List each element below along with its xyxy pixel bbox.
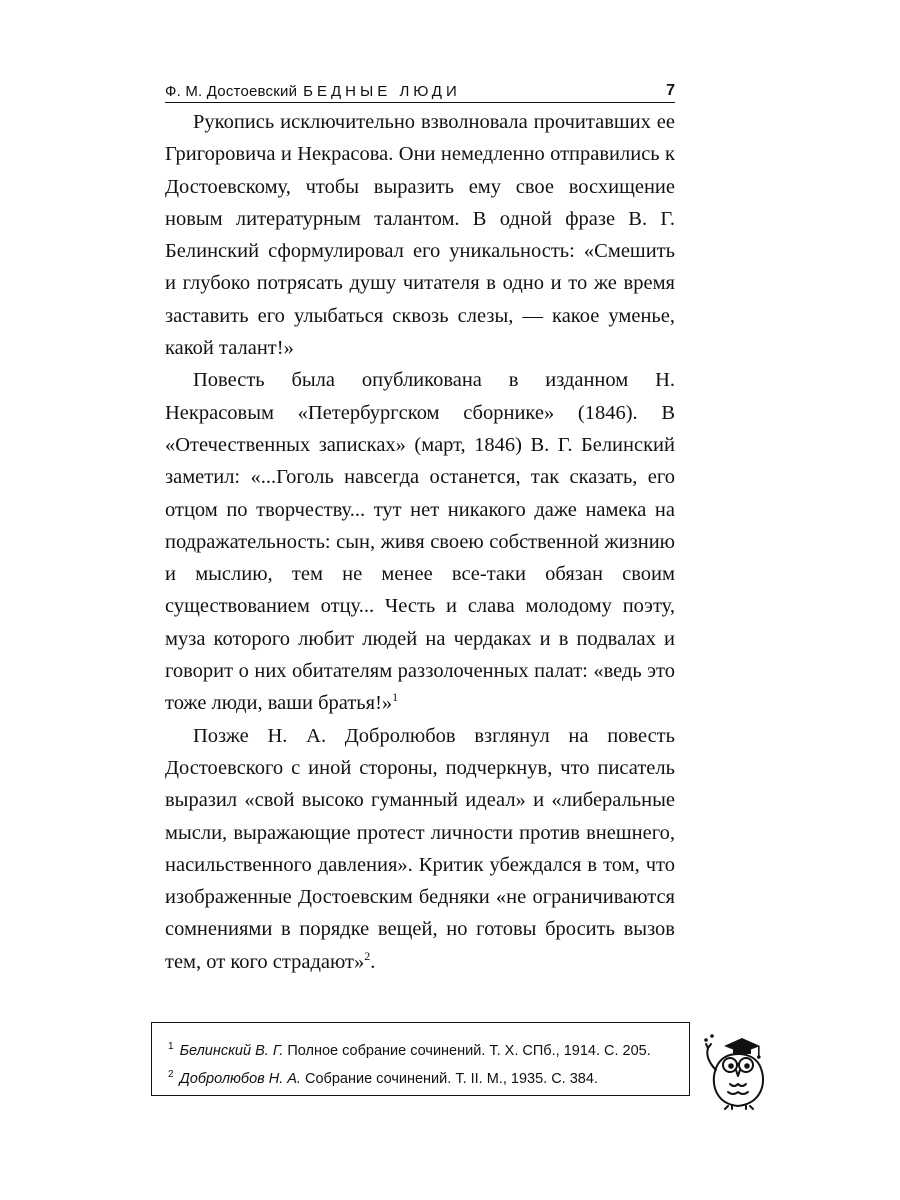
body-text: [165, 106, 675, 978]
footnote-ref: 1: [392, 690, 399, 705]
paragraph: [165, 106, 675, 364]
paragraph: [165, 720, 675, 978]
footnote-author: Добролюбов Н. А.: [179, 1071, 301, 1087]
page-number: 7: [666, 82, 675, 99]
paragraph-text: Повесть была опубликована в изданном Н. Некрасовым «Петербургском сборнике» (1846). В «Отечественных записках» (март, 1846) В. Г. Белинский заметил: «...Гоголь навсегда останется, так сказать, его отцом по творчеству... тут нет никакого даже намека на подражательность: сын, живя своею собственной жизнию и мыслию, тем не менее все-таки обязан своим существованием отцу... Честь и слава молодому поэту, муза которого любит людей на чердаках и в подвалах и говорит о них обитателям раззолоченных палат: «ведь это тоже люди, ваши братья!»: [165, 369, 675, 715]
footnote-ref: 2: [364, 948, 371, 963]
paragraph-tail: .: [370, 950, 376, 973]
paragraph: [165, 364, 675, 719]
footnote-number: 1: [168, 1041, 174, 1052]
running-head: [165, 76, 675, 100]
paragraph-text: Позже Н. А. Добролюбов взглянул на повесть Достоевского с иной стороны, подчеркнув, что писатель выразил «свой высоко гуманный идеал» и «либеральные мысли, выражающие протест личности против внешнего, насильственного давления». Критик убеждался в том, что изображенные Достоевским бедняки «не ограничиваются сомнениями в порядке вещей, но готовы бросить вызов тем, от кого страдают»: [165, 724, 675, 973]
footnote-number: 2: [168, 1069, 174, 1080]
running-head-title: БЕДНЫЕ ЛЮДИ: [303, 83, 461, 100]
footnote: [168, 1065, 689, 1093]
footnote-author: Белинский В. Г.: [179, 1043, 284, 1059]
footnote-text: Собрание сочинений. Т. II. М., 1935. С. 384.: [300, 1071, 598, 1087]
footnote: [168, 1037, 689, 1065]
footnote-text: Полное собрание сочинений. Т. X. СПб., 1914. С. 205.: [283, 1043, 651, 1059]
running-head-left: [165, 83, 461, 100]
paragraph-text: Рукопись исключительно взволновала прочитавших ее Григоровича и Некрасова. Они немедленно отправились к Достоевскому, чтобы выразить ему свое восхищение новым литературным талантом. В одной фразе В. Г. Белинский сформулировал его уникальность: «Смешить и глубоко потрясать душу читателя в одно и то же время заставить его улыбаться сквозь слезы, — какое уменье, какой талант!»: [165, 111, 675, 360]
header-rule: [165, 102, 675, 103]
running-head-author: Ф. М. Достоевский: [165, 83, 298, 100]
owl-with-graduation-cap-icon: [702, 1018, 774, 1110]
footnotes-box: [151, 1022, 690, 1096]
